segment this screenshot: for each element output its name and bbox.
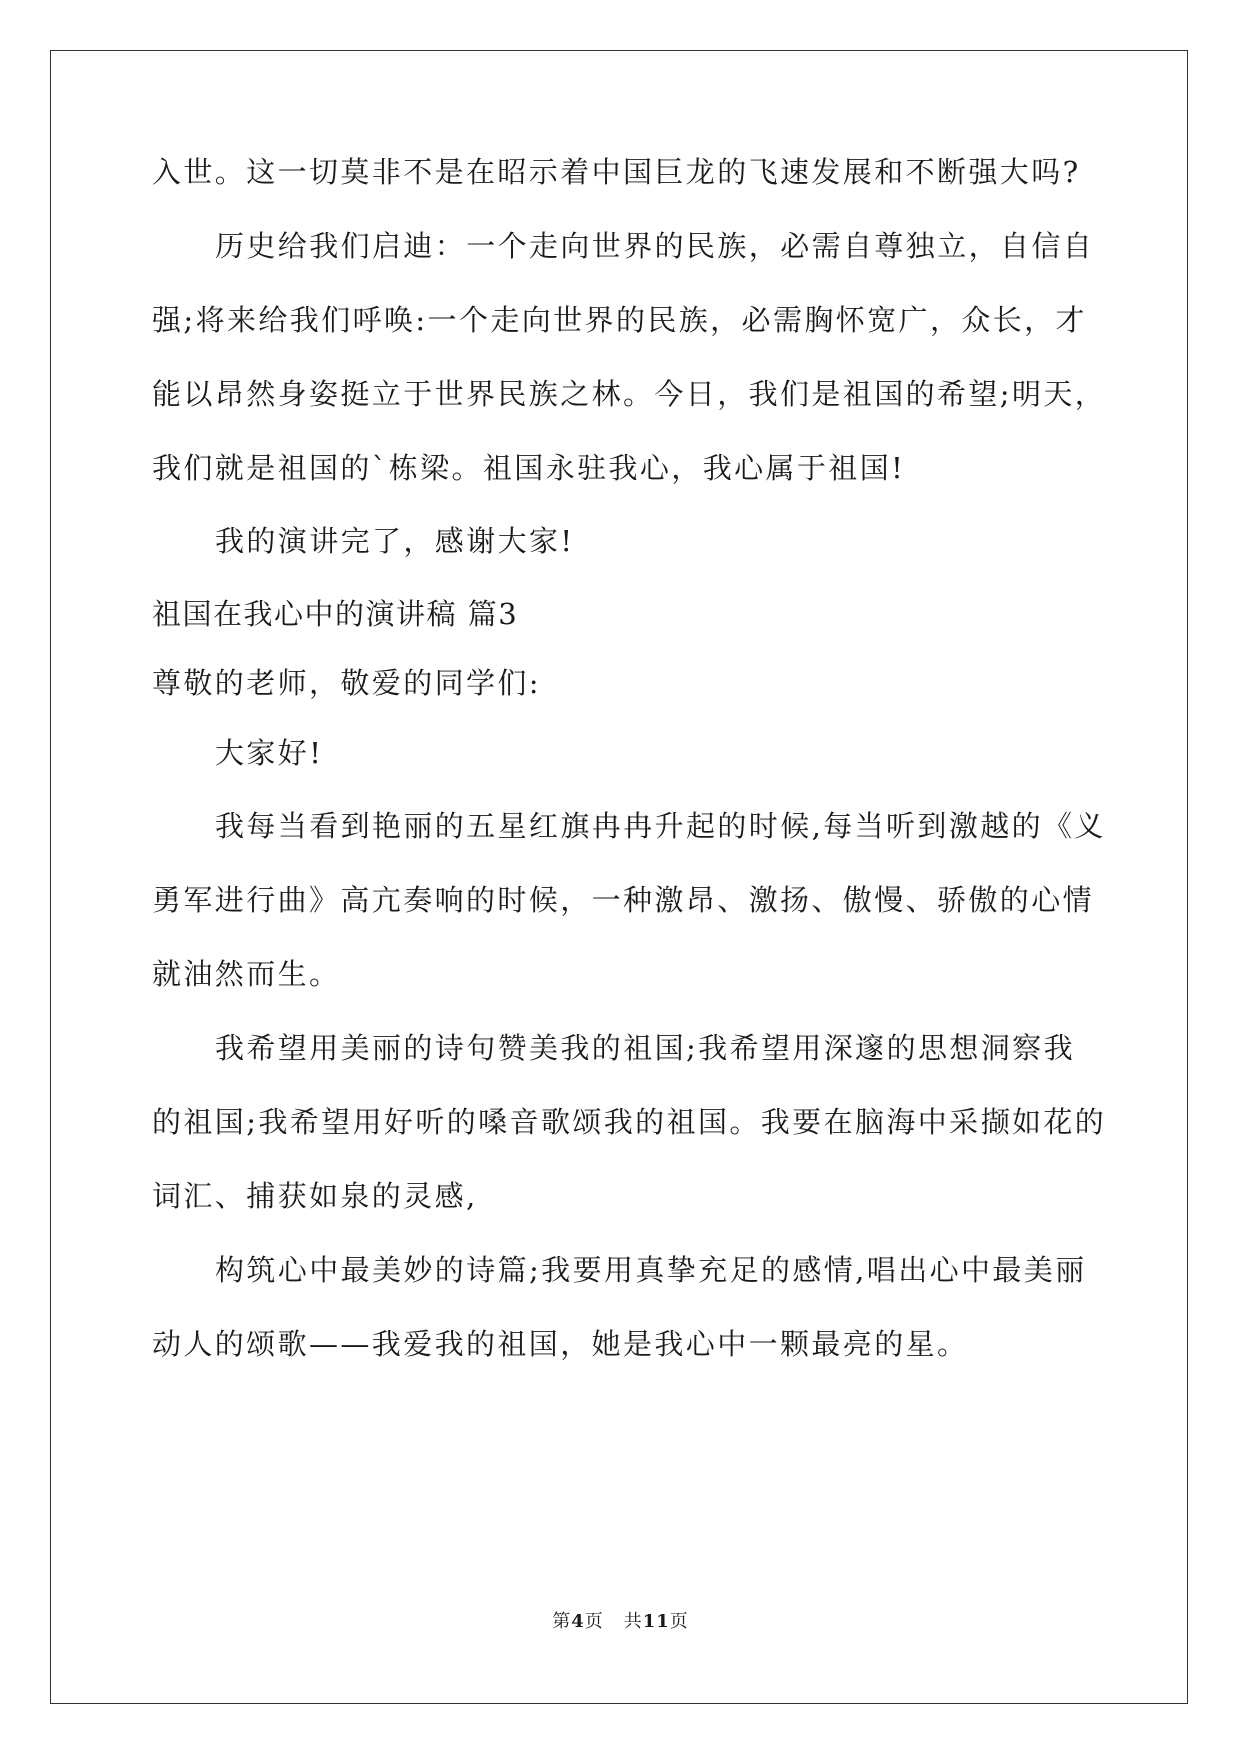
paragraph-line: 我们就是祖国的`栋梁。祖国永驻我心，我心属于祖国! bbox=[152, 451, 906, 485]
paragraph-line: 强;将来给我们呼唤:一个走向世界的民族，必需胸怀宽广，众长，才 bbox=[152, 303, 1087, 337]
paragraph-line: 能以昂然身姿挺立于世界民族之林。今日，我们是祖国的希望;明天， bbox=[152, 377, 1107, 411]
paragraph-line: 勇军进行曲》高亢奏响的时候，一种激昂、激扬、傲慢、骄傲的心情 bbox=[152, 883, 1095, 917]
salutation: 尊敬的老师，敬爱的同学们: bbox=[152, 666, 541, 700]
total-label-prefix: 共 bbox=[623, 1611, 643, 1632]
paragraph-line: 构筑心中最美妙的诗篇;我要用真挚充足的感情,唱出心中最美丽 bbox=[215, 1253, 1087, 1287]
section-heading: 祖国在我心中的演讲稿 篇3 bbox=[152, 597, 519, 631]
paragraph-line: 我的演讲完了，感谢大家! bbox=[215, 524, 575, 558]
page-footer bbox=[0, 1610, 1241, 1634]
total-label-suffix: 页 bbox=[669, 1611, 689, 1632]
paragraph-line: 的祖国;我希望用好听的嗓音歌颂我的祖国。我要在脑海中采撷如花的 bbox=[152, 1105, 1107, 1139]
total-pages: 11 bbox=[642, 1611, 670, 1632]
page-number: 4 bbox=[571, 1611, 585, 1632]
paragraph-line: 入世。这一切莫非不是在昭示着中国巨龙的飞速发展和不断强大吗? bbox=[152, 155, 1081, 189]
paragraph-line: 我希望用美丽的诗句赞美我的祖国;我希望用深邃的思想洞察我 bbox=[215, 1031, 1075, 1065]
paragraph-line: 我每当看到艳丽的五星红旗冉冉升起的时候,每当听到激越的《义 bbox=[215, 809, 1106, 843]
paragraph-line: 动人的颂歌——我爱我的祖国，她是我心中一颗最亮的星。 bbox=[152, 1327, 969, 1361]
greeting: 大家好! bbox=[215, 736, 324, 770]
page-label-prefix: 第 bbox=[552, 1611, 572, 1632]
paragraph-line: 历史给我们启迪：一个走向世界的民族，必需自尊独立，自信自 bbox=[215, 229, 1095, 263]
page-label-suffix: 页 bbox=[584, 1611, 604, 1632]
page-border bbox=[50, 50, 1188, 1704]
paragraph-line: 就油然而生。 bbox=[152, 957, 341, 991]
paragraph-line: 词汇、捕获如泉的灵感, bbox=[152, 1179, 478, 1213]
